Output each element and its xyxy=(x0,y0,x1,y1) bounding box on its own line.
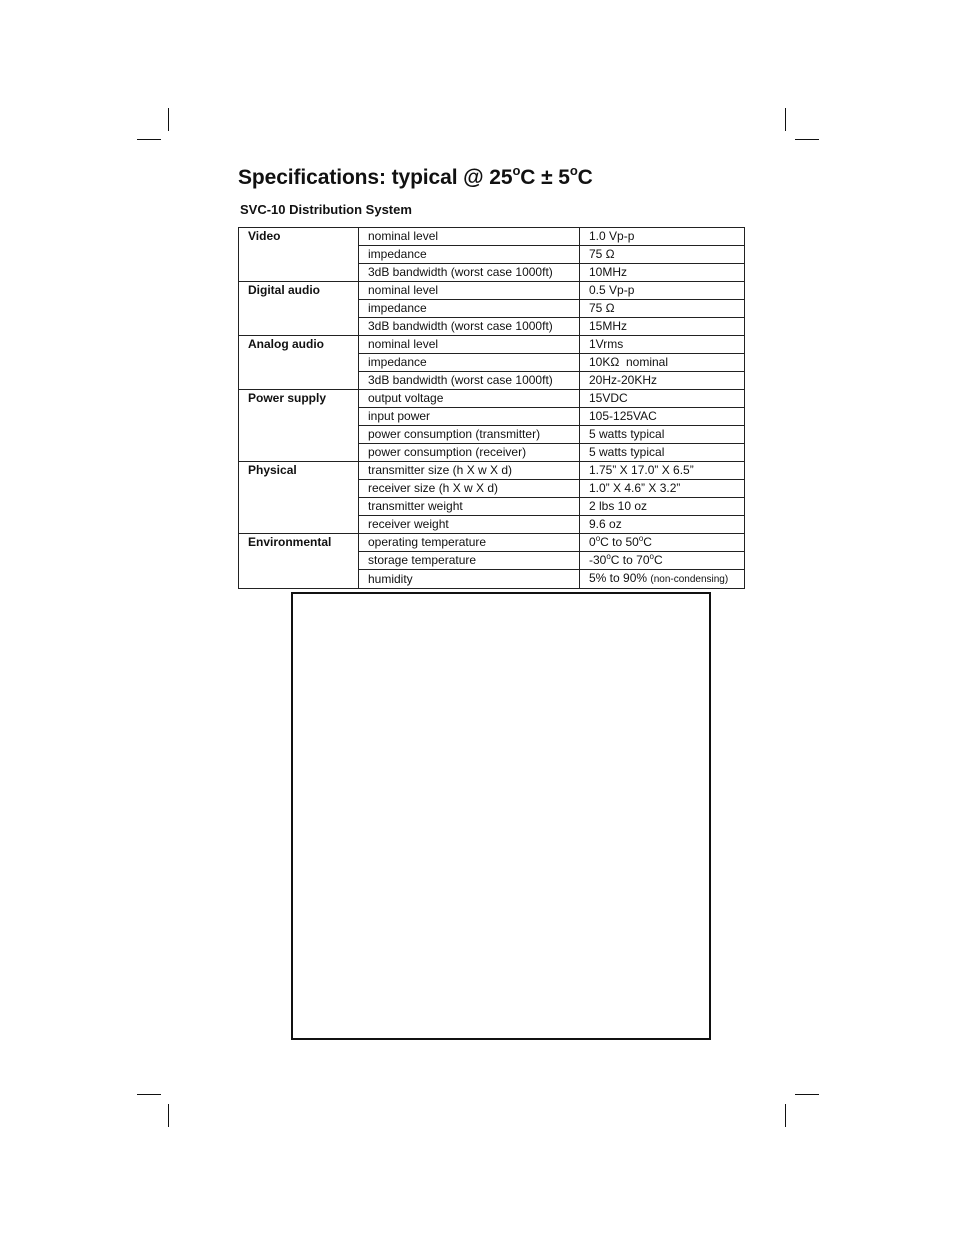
spec-row xyxy=(239,282,745,300)
spec-value xyxy=(580,390,745,408)
spec-value xyxy=(580,462,745,480)
crop-mark-top-right-horizontal xyxy=(795,139,819,140)
spec-value xyxy=(580,264,745,282)
spec-group-label: Physical xyxy=(239,462,359,534)
crop-mark-top-left-vertical xyxy=(168,108,169,131)
page-title xyxy=(238,163,593,190)
spec-value xyxy=(580,498,745,516)
spec-value xyxy=(580,570,745,589)
spec-value-text: 10KΩ nominal xyxy=(589,355,669,369)
spec-value xyxy=(580,534,745,552)
spec-value xyxy=(580,246,745,264)
spec-value-text: 10MHz xyxy=(589,265,628,279)
spec-parameter: power consumption (receiver) xyxy=(359,444,580,462)
crop-mark-bottom-right-vertical xyxy=(785,1104,786,1127)
spec-parameter: transmitter size (h X w X d) xyxy=(359,462,580,480)
degree-symbol: o xyxy=(649,552,654,561)
spec-parameter: 3dB bandwidth (worst case 1000ft) xyxy=(359,372,580,390)
spec-value-text: 5% to 90% xyxy=(589,571,651,585)
spec-value-part: C xyxy=(653,553,663,567)
spec-parameter: humidity xyxy=(359,570,580,589)
spec-value-part: C to 50 xyxy=(600,535,639,549)
spec-row xyxy=(239,336,745,354)
spec-parameter: nominal level xyxy=(359,282,580,300)
spec-value xyxy=(580,444,745,462)
crop-mark-bottom-left-vertical xyxy=(168,1104,169,1127)
spec-value-text: 105-125VAC xyxy=(589,409,657,423)
spec-value xyxy=(580,228,745,246)
title-prefix: Specifications: typical @ 25 xyxy=(238,166,513,189)
crop-mark-top-right-vertical xyxy=(785,108,786,131)
spec-value xyxy=(580,354,745,372)
spec-value-text: 9.6 oz xyxy=(589,517,622,531)
spec-value-part: C xyxy=(643,535,652,549)
spec-parameter: impedance xyxy=(359,246,580,264)
spec-parameter: output voltage xyxy=(359,390,580,408)
spec-parameter: receiver weight xyxy=(359,516,580,534)
spec-group-label: Digital audio xyxy=(239,282,359,336)
spec-value xyxy=(580,300,745,318)
spec-value-note: (non-condensing) xyxy=(650,574,729,585)
spec-value-text: 1.0 Vp-p xyxy=(589,229,635,243)
spec-parameter: storage temperature xyxy=(359,552,580,570)
spec-value-text: 5 watts typical xyxy=(589,445,665,459)
spec-parameter: input power xyxy=(359,408,580,426)
spec-value xyxy=(580,408,745,426)
spec-value xyxy=(580,516,745,534)
blank-framed-box xyxy=(291,592,711,1040)
spec-value xyxy=(580,372,745,390)
title-suffix: C xyxy=(577,166,593,189)
spec-value xyxy=(580,552,745,570)
spec-value-text: 75 Ω xyxy=(589,247,615,261)
title-degree-1: o xyxy=(512,163,521,178)
spec-value xyxy=(580,480,745,498)
degree-symbol: o xyxy=(595,534,601,543)
spec-value-part: C to 70 xyxy=(610,553,650,567)
spec-parameter: nominal level xyxy=(359,336,580,354)
spec-row xyxy=(239,390,745,408)
spec-value-text: 5 watts typical xyxy=(589,427,665,441)
spec-group-label: Power supply xyxy=(239,390,359,462)
spec-parameter: receiver size (h X w X d) xyxy=(359,480,580,498)
spec-parameter: nominal level xyxy=(359,228,580,246)
spec-value-text: 0.5 Vp-p xyxy=(589,283,635,297)
section-subtitle: SVC-10 Distribution System xyxy=(240,202,412,217)
spec-value xyxy=(580,282,745,300)
spec-value-text: 1Vrms xyxy=(589,337,624,351)
title-degree-2: o xyxy=(569,163,578,178)
spec-parameter: impedance xyxy=(359,354,580,372)
degree-symbol: o xyxy=(638,534,644,543)
spec-parameter: impedance xyxy=(359,300,580,318)
spec-row xyxy=(239,462,745,480)
spec-value-text: 20Hz-20KHz xyxy=(589,373,658,387)
spec-parameter: power consumption (transmitter) xyxy=(359,426,580,444)
crop-mark-bottom-right-horizontal xyxy=(795,1094,819,1095)
crop-mark-bottom-left-horizontal xyxy=(137,1094,161,1095)
spec-value-text: 75 Ω xyxy=(589,301,615,315)
spec-row xyxy=(239,534,745,552)
spec-row xyxy=(239,228,745,246)
spec-group-label: Video xyxy=(239,228,359,282)
spec-parameter: transmitter weight xyxy=(359,498,580,516)
crop-mark-top-left-horizontal xyxy=(137,139,161,140)
spec-value xyxy=(580,426,745,444)
specifications-table xyxy=(238,227,745,589)
spec-parameter: 3dB bandwidth (worst case 1000ft) xyxy=(359,264,580,282)
spec-value-text: 1.75” X 17.0” X 6.5” xyxy=(589,463,694,477)
title-mid: C ± 5 xyxy=(520,166,570,189)
specifications-table-body xyxy=(239,228,745,589)
spec-value-text: 15MHz xyxy=(589,319,628,333)
degree-symbol: o xyxy=(606,552,611,561)
spec-parameter: 3dB bandwidth (worst case 1000ft) xyxy=(359,318,580,336)
spec-group-label: Analog audio xyxy=(239,336,359,390)
spec-value-text: 2 lbs 10 oz xyxy=(589,499,648,513)
spec-group-label: Environmental xyxy=(239,534,359,589)
spec-value-part: 0 xyxy=(589,535,596,549)
spec-parameter: operating temperature xyxy=(359,534,580,552)
spec-value-text: 15VDC xyxy=(589,391,628,405)
spec-value xyxy=(580,318,745,336)
spec-value-part: -30 xyxy=(589,553,607,567)
spec-value-text: 1.0” X 4.6” X 3.2” xyxy=(589,481,681,495)
spec-value xyxy=(580,336,745,354)
